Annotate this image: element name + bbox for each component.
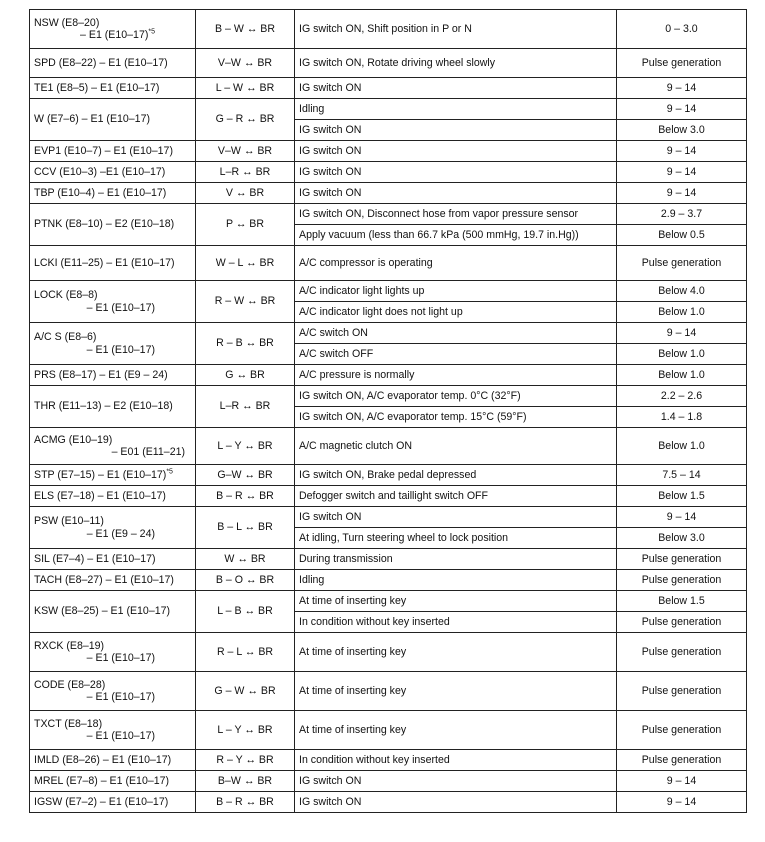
condition-cell: IG switch ON, Brake pedal depressed <box>295 465 617 486</box>
spec-cell: Pulse generation <box>617 672 747 711</box>
spec-cell: Below 1.0 <box>617 365 747 386</box>
table-row <box>30 78 747 99</box>
condition-cell: At time of inserting key <box>295 711 617 750</box>
table-row <box>30 633 747 672</box>
wiring-cell: W – L ↔ BR <box>196 246 295 281</box>
spec-cell: 2.2 – 2.6 <box>617 386 747 407</box>
condition-cell: A/C magnetic clutch ON <box>295 428 617 465</box>
spec-cell: 7.5 – 14 <box>617 465 747 486</box>
terminal-cell <box>30 78 196 99</box>
terminal-cell <box>30 633 196 672</box>
condition-cell: IG switch ON <box>295 141 617 162</box>
table-row <box>30 428 747 465</box>
spec-cell: Pulse generation <box>617 711 747 750</box>
wiring-cell: V ↔ BR <box>196 183 295 204</box>
terminal-spec-document <box>29 9 747 813</box>
table-row <box>30 771 747 792</box>
spec-cell: 9 – 14 <box>617 141 747 162</box>
terminal-text: STP (E7–15) – E1 (E10–17) <box>34 468 167 481</box>
wiring-cell: B–W ↔ BR <box>196 771 295 792</box>
terminal-cell <box>30 323 196 365</box>
table-row <box>30 141 747 162</box>
table-row <box>30 323 747 344</box>
terminal-text: TACH (E8–27) – E1 (E10–17) <box>34 573 174 586</box>
wiring-cell: B – O ↔ BR <box>196 570 295 591</box>
footnote-mark: *5 <box>166 468 173 476</box>
terminal-cell <box>30 162 196 183</box>
terminal-text: PTNK (E8–10) – E2 (E10–18) <box>34 218 175 231</box>
condition-cell: At time of inserting key <box>295 591 617 612</box>
wiring-cell: B – L ↔ BR <box>196 507 295 549</box>
table-row <box>30 465 747 486</box>
wiring-cell: G ↔ BR <box>196 365 295 386</box>
terminal-cell <box>30 591 196 633</box>
terminal-cell <box>30 750 196 771</box>
terminal-cell <box>30 549 196 570</box>
terminal-text: – E1 (E10–17) <box>86 730 155 742</box>
spec-cell: Below 4.0 <box>617 281 747 302</box>
table-row <box>30 183 747 204</box>
table-row <box>30 281 747 302</box>
table-row <box>30 365 747 386</box>
terminal-cell <box>30 428 196 465</box>
wiring-cell: L – Y ↔ BR <box>196 711 295 750</box>
footnote-mark: *5 <box>148 28 155 36</box>
table-row <box>30 570 747 591</box>
terminal-cell <box>30 771 196 792</box>
condition-cell: IG switch ON <box>295 162 617 183</box>
terminal-text: PSW (E10–11) <box>34 515 104 528</box>
wiring-cell: R – L ↔ BR <box>196 633 295 672</box>
wiring-cell: G – W ↔ BR <box>196 672 295 711</box>
terminal-cell <box>30 204 196 246</box>
spec-cell: 9 – 14 <box>617 323 747 344</box>
condition-cell: Idling <box>295 99 617 120</box>
condition-cell: A/C pressure is normally <box>295 365 617 386</box>
table-body <box>30 10 747 813</box>
terminal-cell <box>30 507 196 549</box>
spec-cell: Below 0.5 <box>617 225 747 246</box>
table-row <box>30 386 747 407</box>
spec-cell: Pulse generation <box>617 549 747 570</box>
terminal-line <box>34 29 191 41</box>
wiring-cell: R – B ↔ BR <box>196 323 295 365</box>
spec-cell: 9 – 14 <box>617 162 747 183</box>
table-row <box>30 204 747 225</box>
terminal-cell <box>30 570 196 591</box>
wiring-cell: L–R ↔ BR <box>196 162 295 183</box>
terminal-text: TXCT (E8–18) <box>34 717 103 730</box>
condition-cell: IG switch ON <box>295 78 617 99</box>
terminal-text: – E1 (E10–17) <box>80 29 149 41</box>
terminal-text: EVP1 (E10–7) – E1 (E10–17) <box>34 144 173 157</box>
spec-cell: 9 – 14 <box>617 99 747 120</box>
spec-cell: 2.9 – 3.7 <box>617 204 747 225</box>
spec-cell: 1.4 – 1.8 <box>617 407 747 428</box>
terminal-text: A/C S (E8–6) <box>34 331 97 344</box>
spec-cell: Below 1.0 <box>617 428 747 465</box>
terminal-text: – E1 (E10–17) <box>86 691 155 703</box>
condition-cell: IG switch ON <box>295 120 617 141</box>
condition-cell: At time of inserting key <box>295 633 617 672</box>
spec-cell: Pulse generation <box>617 633 747 672</box>
terminal-cell <box>30 711 196 750</box>
terminal-text: PRS (E8–17) – E1 (E9 – 24) <box>34 368 168 381</box>
table-row <box>30 10 747 49</box>
condition-cell: Idling <box>295 570 617 591</box>
spec-cell: Below 3.0 <box>617 120 747 141</box>
terminal-cell <box>30 386 196 428</box>
spec-cell: Below 3.0 <box>617 528 747 549</box>
terminal-text: CODE (E8–28) <box>34 678 106 691</box>
wiring-cell: V–W ↔ BR <box>196 141 295 162</box>
condition-cell: IG switch ON <box>295 792 617 813</box>
table-row <box>30 549 747 570</box>
table-row <box>30 792 747 813</box>
table-row <box>30 507 747 528</box>
wiring-cell: B – R ↔ BR <box>196 792 295 813</box>
condition-cell: IG switch ON <box>295 771 617 792</box>
terminal-text: – E1 (E10–17) <box>86 343 155 356</box>
terminal-cell <box>30 281 196 323</box>
terminal-text: ELS (E7–18) – E1 (E10–17) <box>34 489 166 502</box>
table-row <box>30 49 747 78</box>
terminal-cell <box>30 183 196 204</box>
table-row <box>30 246 747 281</box>
terminal-text: THR (E11–13) – E2 (E10–18) <box>34 400 173 413</box>
terminal-text: KSW (E8–25) – E1 (E10–17) <box>34 605 171 618</box>
terminal-text: ACMG (E10–19) <box>34 433 113 446</box>
wiring-cell: G–W ↔ BR <box>196 465 295 486</box>
terminal-text: LOCK (E8–8) <box>34 289 98 302</box>
condition-cell: IG switch ON, Disconnect hose from vapor pressure sensor <box>295 204 617 225</box>
terminal-text: – E1 (E10–17) <box>86 301 155 314</box>
condition-cell: In condition without key inserted <box>295 750 617 771</box>
spec-cell: Pulse generation <box>617 612 747 633</box>
terminal-text: CCV (E10–3) –E1 (E10–17) <box>34 165 166 178</box>
terminal-text: TBP (E10–4) – E1 (E10–17) <box>34 186 167 199</box>
terminal-text: NSW (E8–20) <box>34 16 100 29</box>
table-row <box>30 750 747 771</box>
wiring-cell: R – Y ↔ BR <box>196 750 295 771</box>
condition-cell: IG switch ON, A/C evaporator temp. 0°C (32°F) <box>295 386 617 407</box>
condition-cell: In condition without key inserted <box>295 612 617 633</box>
terminal-cell <box>30 10 196 49</box>
spec-cell: Below 1.5 <box>617 591 747 612</box>
terminal-text: W (E7–6) – E1 (E10–17) <box>34 113 150 126</box>
spec-cell: 9 – 14 <box>617 78 747 99</box>
table-row <box>30 486 747 507</box>
spec-cell: 9 – 14 <box>617 792 747 813</box>
wiring-cell: L – Y ↔ BR <box>196 428 295 465</box>
wiring-cell: P ↔ BR <box>196 204 295 246</box>
wiring-cell: G – R ↔ BR <box>196 99 295 141</box>
terminal-cell <box>30 792 196 813</box>
terminal-cell <box>30 99 196 141</box>
table-row <box>30 99 747 120</box>
wiring-cell: W ↔ BR <box>196 549 295 570</box>
terminal-text: IMLD (E8–26) – E1 (E10–17) <box>34 753 172 766</box>
table-row <box>30 591 747 612</box>
terminal-cell <box>30 672 196 711</box>
terminal-cell <box>30 365 196 386</box>
terminal-text: SPD (E8–22) – E1 (E10–17) <box>34 56 168 69</box>
spec-cell: Pulse generation <box>617 750 747 771</box>
terminal-text: RXCK (E8–19) <box>34 639 105 652</box>
condition-cell: At time of inserting key <box>295 672 617 711</box>
terminal-text: TE1 (E8–5) – E1 (E10–17) <box>34 81 160 94</box>
condition-cell: At idling, Turn steering wheel to lock position <box>295 528 617 549</box>
spec-cell: 9 – 14 <box>617 183 747 204</box>
spec-cell: Below 1.0 <box>617 302 747 323</box>
wiring-cell: B – R ↔ BR <box>196 486 295 507</box>
terminal-text: SIL (E7–4) – E1 (E10–17) <box>34 552 156 565</box>
wiring-cell: L – W ↔ BR <box>196 78 295 99</box>
terminal-text: MREL (E7–8) – E1 (E10–17) <box>34 774 170 787</box>
spec-cell: Below 1.5 <box>617 486 747 507</box>
condition-cell: A/C switch ON <box>295 323 617 344</box>
spec-cell: Pulse generation <box>617 49 747 78</box>
wiring-cell: R – W ↔ BR <box>196 281 295 323</box>
terminal-cell <box>30 141 196 162</box>
condition-cell: A/C indicator light lights up <box>295 281 617 302</box>
spec-cell: Below 1.0 <box>617 344 747 365</box>
condition-cell: IG switch ON <box>295 507 617 528</box>
terminal-cell <box>30 486 196 507</box>
terminal-text: LCKI (E11–25) – E1 (E10–17) <box>34 256 175 269</box>
terminal-text: – E01 (E11–21) <box>111 446 185 458</box>
spec-cell: Pulse generation <box>617 570 747 591</box>
spec-cell: Pulse generation <box>617 246 747 281</box>
table-row <box>30 672 747 711</box>
spec-cell: 9 – 14 <box>617 507 747 528</box>
wiring-cell: L – B ↔ BR <box>196 591 295 633</box>
condition-cell: A/C indicator light does not light up <box>295 302 617 323</box>
condition-cell: IG switch ON, A/C evaporator temp. 15°C (59°F) <box>295 407 617 428</box>
condition-cell: Defogger switch and taillight switch OFF <box>295 486 617 507</box>
condition-cell: During transmission <box>295 549 617 570</box>
terminal-spec-table <box>29 9 747 813</box>
condition-cell: Apply vacuum (less than 66.7 kPa (500 mmHg, 19.7 in.Hg)) <box>295 225 617 246</box>
terminal-cell <box>30 246 196 281</box>
table-row <box>30 162 747 183</box>
condition-cell: A/C compressor is operating <box>295 246 617 281</box>
spec-cell: 9 – 14 <box>617 771 747 792</box>
condition-cell: A/C switch OFF <box>295 344 617 365</box>
terminal-text: – E1 (E9 – 24) <box>86 527 155 540</box>
condition-cell: IG switch ON, Rotate driving wheel slowly <box>295 49 617 78</box>
terminal-cell <box>30 465 196 486</box>
terminal-text: IGSW (E7–2) – E1 (E10–17) <box>34 795 169 808</box>
condition-cell: IG switch ON <box>295 183 617 204</box>
condition-cell: IG switch ON, Shift position in P or N <box>295 10 617 49</box>
wiring-cell: V–W ↔ BR <box>196 49 295 78</box>
terminal-line <box>34 469 173 481</box>
table-row <box>30 711 747 750</box>
terminal-cell <box>30 49 196 78</box>
spec-cell: 0 – 3.0 <box>617 10 747 49</box>
terminal-text: – E1 (E10–17) <box>86 652 155 664</box>
wiring-cell: B – W ↔ BR <box>196 10 295 49</box>
wiring-cell: L–R ↔ BR <box>196 386 295 428</box>
